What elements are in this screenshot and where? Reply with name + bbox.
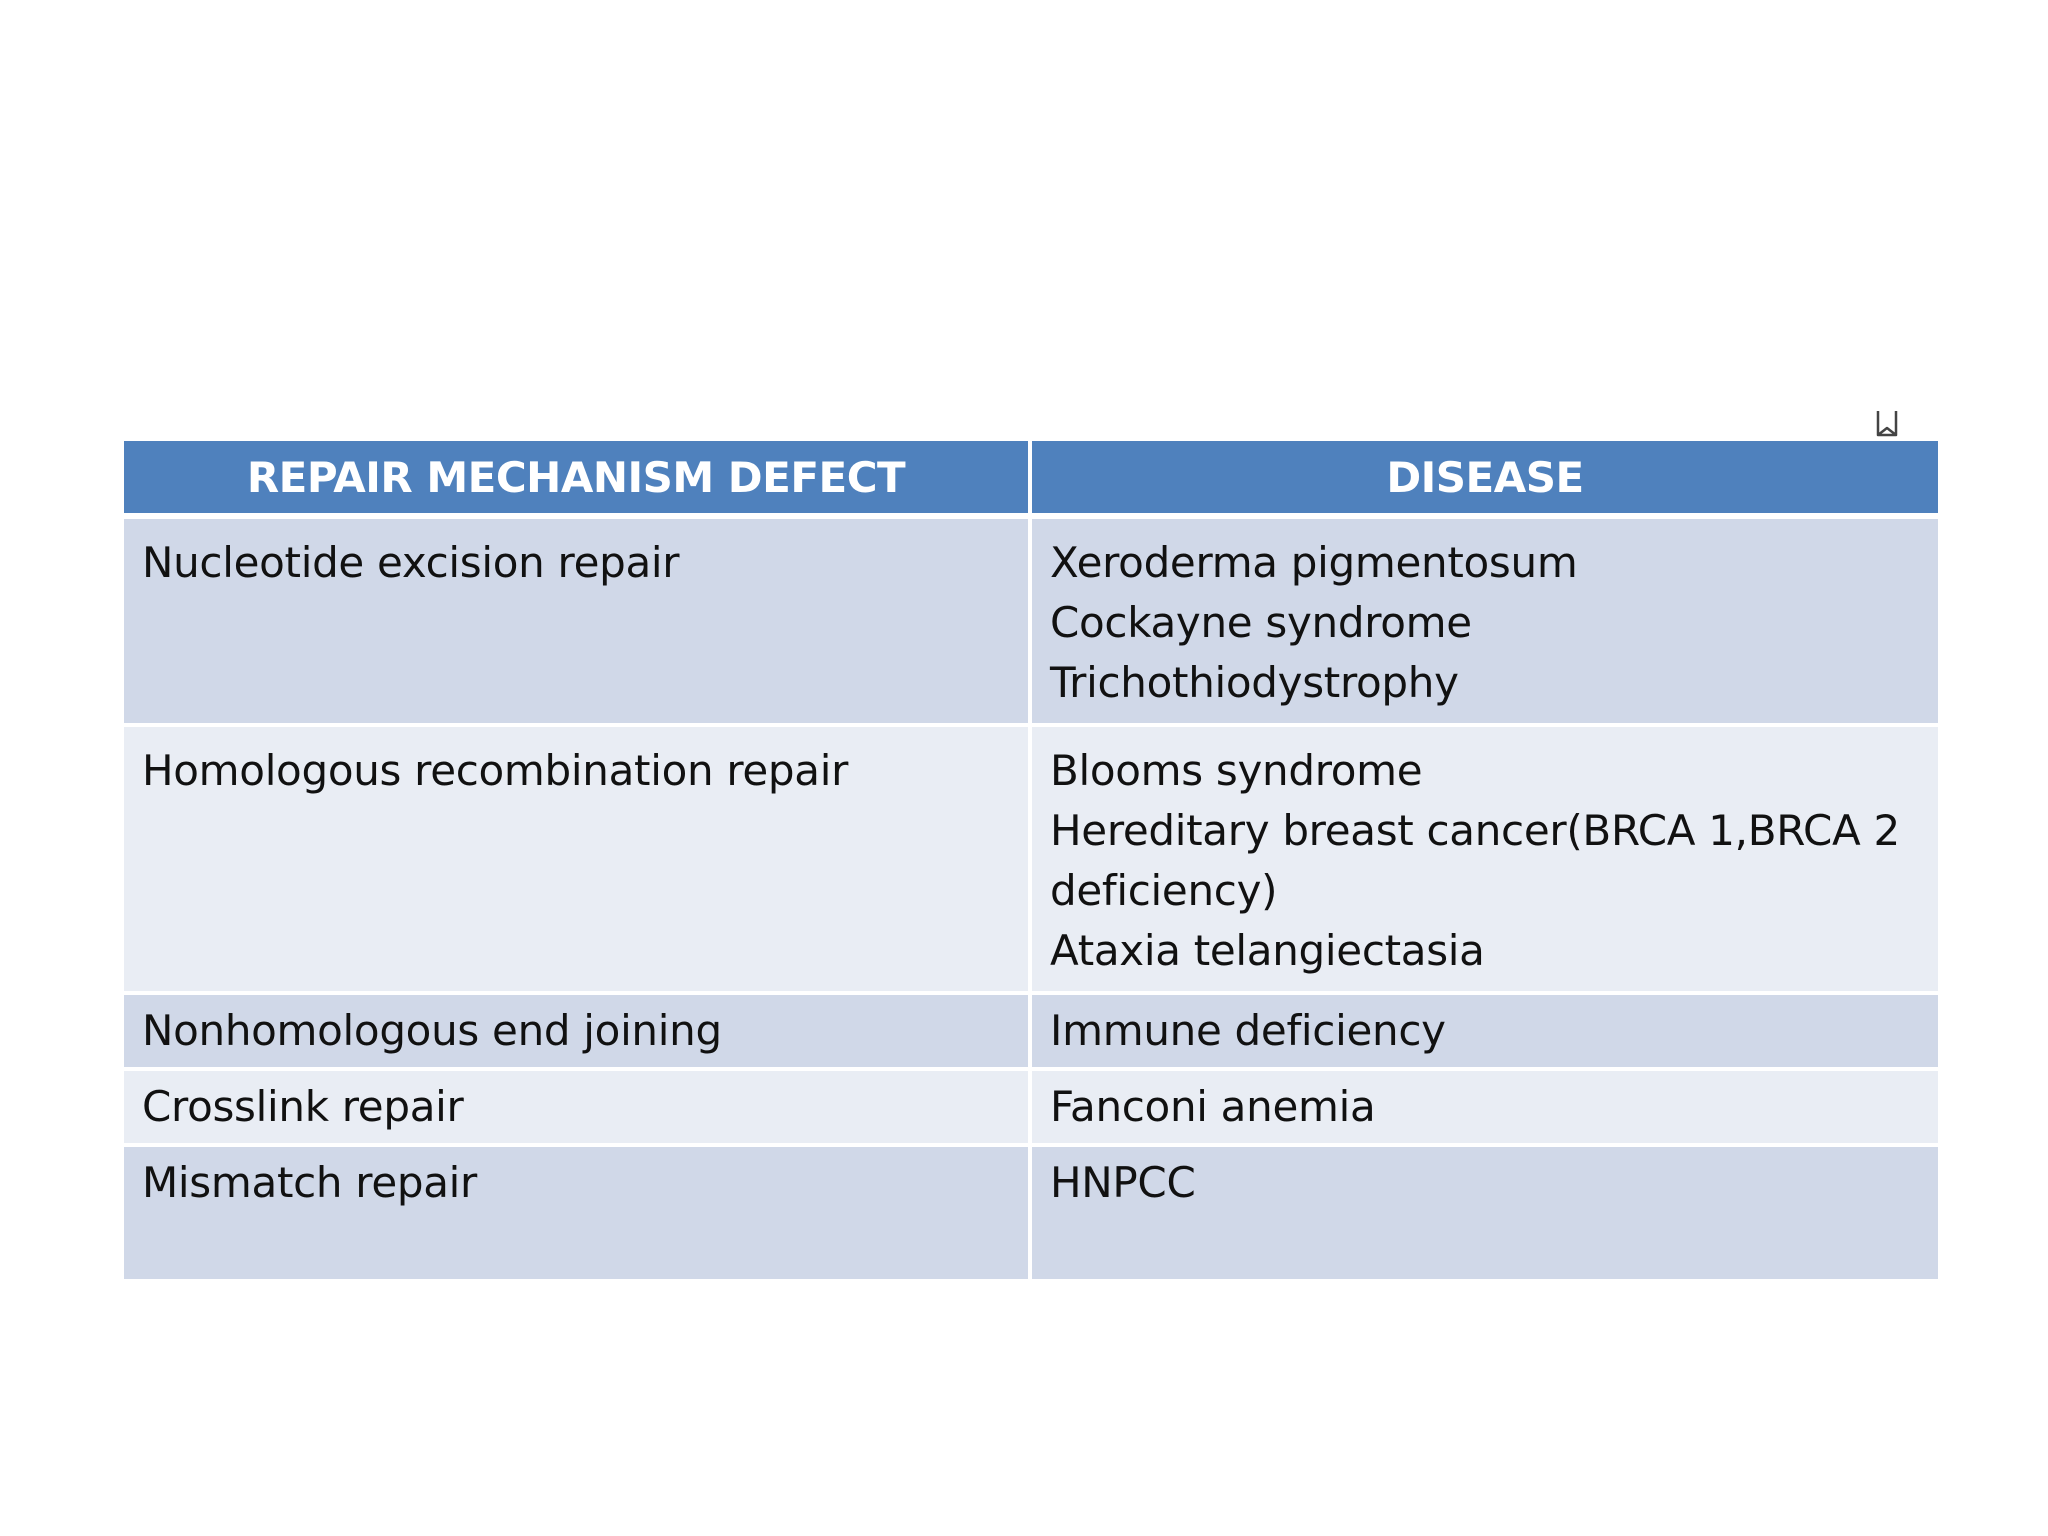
disease-item: Ataxia telangiectasia [1050, 926, 1485, 975]
disease-cell [1030, 1145, 1938, 1281]
disease-item: Immune deficiency [1050, 1006, 1446, 1055]
mechanism-cell: Homologous recombination repair [124, 725, 1030, 993]
disease-cell [1030, 516, 1938, 725]
table-header-row [124, 441, 1938, 516]
table-row [124, 993, 1938, 1069]
disease-item: HNPCC [1050, 1158, 1196, 1207]
table-row [124, 516, 1938, 725]
bookmark-icon[interactable] [1864, 400, 1910, 446]
repair-disease-table-container [124, 441, 1938, 1283]
table-row [124, 725, 1938, 993]
table-row [124, 1069, 1938, 1145]
disease-item: Fanconi anemia [1050, 1082, 1376, 1131]
disease-item: Cockayne syndrome [1050, 598, 1472, 647]
disease-item: Blooms syndrome [1050, 746, 1423, 795]
table-row [124, 1145, 1938, 1281]
disease-item: Hereditary breast cancer(BRCA 1,BRCA 2 deficiency) [1050, 806, 1900, 915]
disease-cell [1030, 725, 1938, 993]
header-disease: DISEASE [1030, 441, 1938, 516]
header-repair-mechanism: REPAIR MECHANISM DEFECT [124, 441, 1030, 516]
disease-cell [1030, 1069, 1938, 1145]
disease-item: Trichothiodystrophy [1050, 658, 1459, 707]
disease-item: Xeroderma pigmentosum [1050, 538, 1578, 587]
mechanism-cell: Crosslink repair [124, 1069, 1030, 1145]
disease-cell [1030, 993, 1938, 1069]
mechanism-cell: Nonhomologous end joining [124, 993, 1030, 1069]
mechanism-cell: Mismatch repair [124, 1145, 1030, 1281]
mechanism-cell: Nucleotide excision repair [124, 516, 1030, 725]
repair-disease-table [124, 441, 1938, 1283]
